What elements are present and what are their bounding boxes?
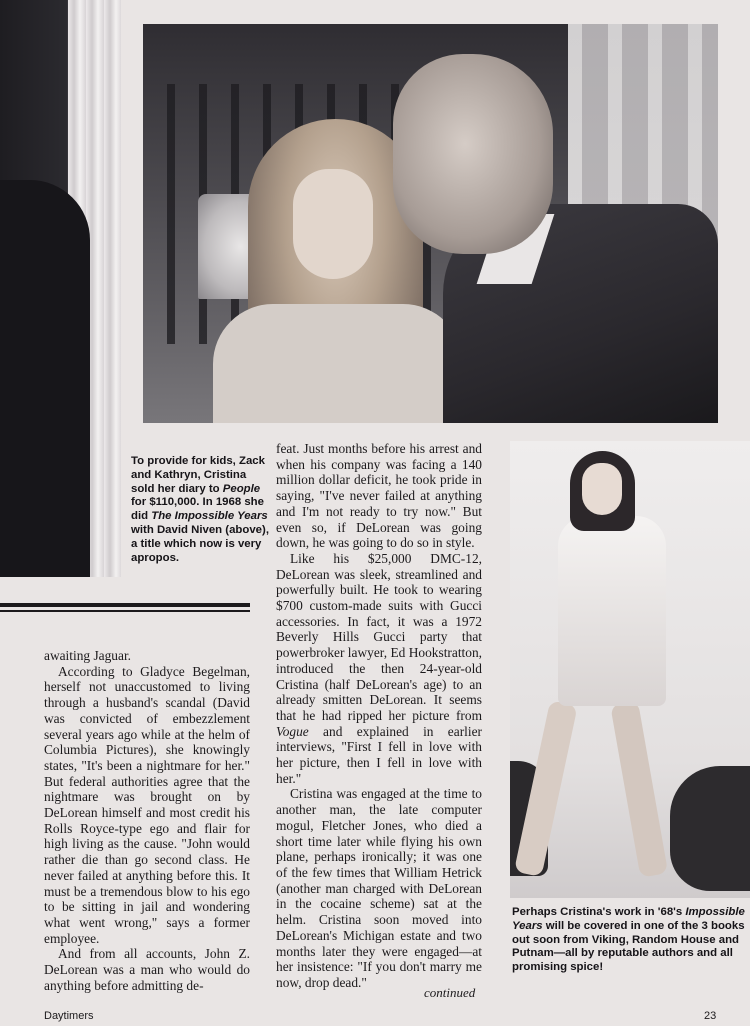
man-head-shape — [393, 54, 553, 254]
paragraph: Cristina was engaged at the time to another man, the late computer mogul, Fletcher Jones, who died a short time later while flying his own plane, perhaps ironically; it was one of the few times that William Hetrick (another man charged with DeLorean in the cocaine scheme) sat at the helm. Cristina soon moved into DeLorean's Michigan estate and two months later they were engaged—at her insistence: "If you don't marry me now, drop dead." — [276, 786, 482, 990]
rock-shape — [670, 766, 750, 891]
article-column-left — [44, 648, 250, 993]
right-photo-caption: Perhaps Cristina's work in '68's Impossible Years will be covered in one of the 3 books out soon from Viking, Random House and Putnam—all by reputable authors and all promising spice! — [512, 906, 745, 974]
left-edge-photo — [0, 0, 121, 577]
movie-still-photo — [143, 24, 718, 423]
double-rule-divider — [0, 603, 250, 612]
dark-figure-shape — [0, 180, 90, 577]
paragraph: feat. Just months before his arrest and when his company was facing a 140 million dollar deficit, he took pride in saying, "I've never failed at anything and I'm not ready to try now." But even so, if DeLorean was going down, he was going to do so in style. — [276, 441, 482, 551]
page-number: 23 — [704, 1010, 717, 1022]
continued-label: continued — [424, 985, 476, 1000]
paragraph: Like his $25,000 DMC-12, DeLorean was sleek, streamlined and powerfully built. He took to wearing $700 custom-made suits with Gucci accessories. In fact, it was a 1972 Beverly Hills Gucci party that powerbroker lawyer, Ed Hookstratton, introduced the then 24-year-old Cristina (half DeLorean's age) to an already smitten DeLorean. It seems that he had ripped her picture from Vogue and explained in earlier interviews, "First I fell in love with her picture, then I fell in love with her." — [276, 550, 482, 786]
woman-face-shape — [293, 169, 373, 279]
left-photo-caption: To provide for kids, Zack and Kathryn, Cristina sold her diary to People for $110,000. In 1968 she did The Impossible Years with David Niven (above), a title which now is very apropos. — [131, 455, 269, 564]
publication-name: Daytimers — [44, 1010, 94, 1022]
article-column-middle — [276, 441, 482, 991]
woman-face-shape — [582, 463, 622, 515]
paragraph: awaiting Jaguar. — [44, 648, 132, 663]
paragraph: According to Gladyce Begelman, herself not unaccustomed to living through a husband's scandal (David was convicted of embezzlement several years ago while at the helm of Columbia Pictures), she knowingly states, "It's been a nightmare for her." But federal authorities agree that the nightmare was brought on by DeLorean himself and most credit his Rolls Royce-type ego and flair for high living as the cause. "John would rather die than go second class. He never failed at anything before this. It must be a tremendous blow to his ego to be sitting in jail and wondering what went wrong," says a former employee. — [44, 663, 250, 946]
fashion-photo — [510, 441, 750, 898]
dress-shape — [558, 516, 666, 706]
paragraph: And from all accounts, John Z. DeLorean was a man who would do anything before admitting de- — [44, 946, 250, 993]
magazine-title: Vogue — [276, 723, 309, 739]
